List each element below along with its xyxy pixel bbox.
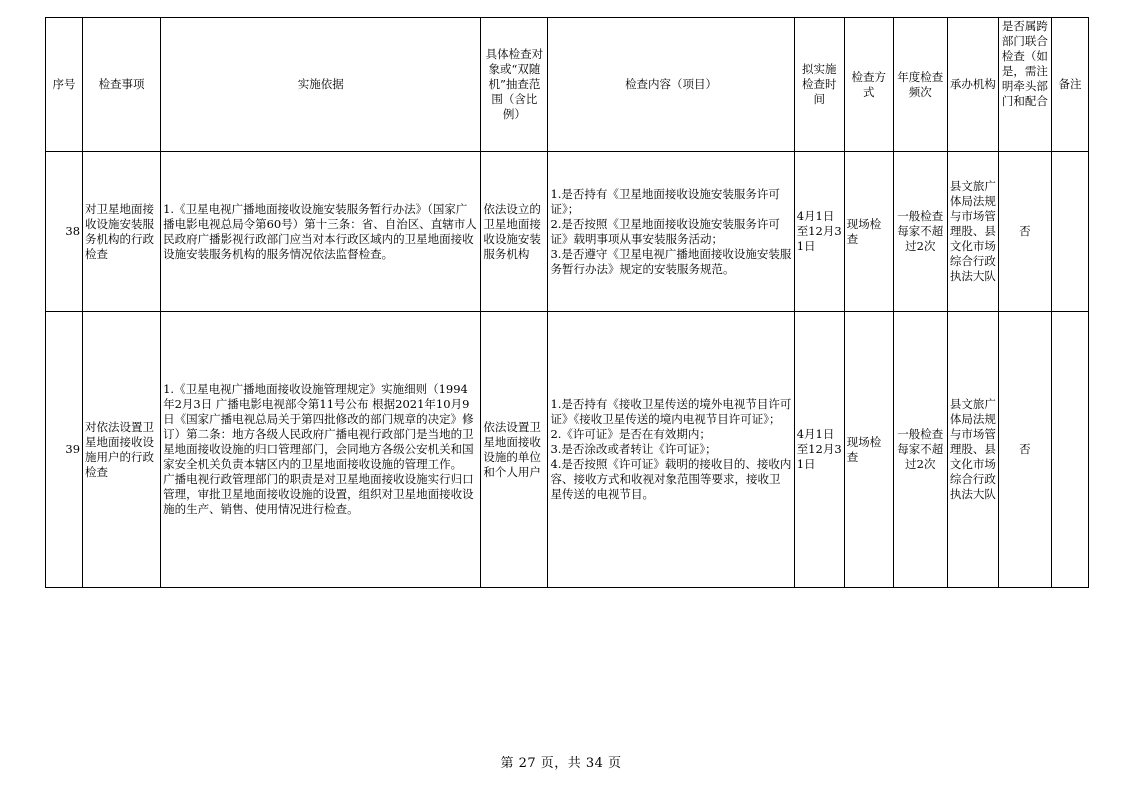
row-method: 现场检查 — [844, 312, 893, 588]
row-time: 4月1日至12月31日 — [794, 152, 844, 312]
row-joint: 否 — [998, 312, 1051, 588]
row-basis: 1.《卫星电视广播地面接收设施管理规定》实施细则（1994年2月3日 广播电影电视部令第11号公布 根据2021年10月9日《国家广播电视总局关于第四批修改的部门规章的决定》修订）第二条：地方各级人民政府广播电视行政部门是当地的卫星地面接收设施的归口管理部门，会同地方各级公安机关和国家安全机关负责本辖区内的卫星地面接收设施的管理工作。 广播电视行政管理部门的职责是对卫星地面接收设施实行归口管理，审批卫星地面接收设施的设置，组织对卫星地面接收设施的生产、销售、使用情况进行检查。 — [161, 312, 481, 588]
row-frequency: 一般检查每家不超过2次 — [893, 152, 947, 312]
row-content: 1.是否持有《接收卫星传送的境外电视节目许可证》《接收卫星传送的境内电视节目许可证》； 2.《许可证》是否在有效期内； 3.是否涂改或者转让《许可证》； 4.是否按照《许可证》载明的接收目的、接收内容、接收方式和收视对象范围等要求，接收卫星传送的电视节目。 — [548, 312, 794, 588]
row-joint: 否 — [998, 152, 1051, 312]
header-time: 拟实施检查时间 — [794, 18, 844, 152]
row-method: 现场检查 — [844, 152, 893, 312]
header-method: 检查方式 — [844, 18, 893, 152]
table-row — [46, 152, 1089, 312]
header-row — [46, 18, 1089, 152]
header-remark: 备注 — [1051, 18, 1088, 152]
header-agency: 承办机构 — [947, 18, 998, 152]
inspection-table — [45, 17, 1089, 588]
row-agency: 县文旅广体局法规与市场管理股、县文化市场综合行政执法大队 — [947, 152, 998, 312]
row-frequency: 一般检查每家不超过2次 — [893, 312, 947, 588]
page-number: 第 27 页，共 34 页 — [500, 756, 622, 771]
header-basis: 实施依据 — [161, 18, 481, 152]
row-item: 对卫星地面接收设施安装服务机构的行政检查 — [83, 152, 161, 312]
header-target: 具体检查对象或“双随机”抽查范围（含比例） — [481, 18, 548, 152]
row-remark — [1051, 152, 1088, 312]
row-number: 38 — [46, 152, 83, 312]
header-joint: 是否属跨部门联合检查（如是，需注明牵头部门和配合 — [998, 18, 1051, 152]
row-target: 依法设立的卫星地面接收设施安装服务机构 — [481, 152, 548, 312]
row-agency: 县文旅广体局法规与市场管理股、县文化市场综合行政执法大队 — [947, 312, 998, 588]
header-seq: 序号 — [46, 18, 83, 152]
header-content: 检查内容（项目） — [548, 18, 794, 152]
row-number: 39 — [46, 312, 83, 588]
row-remark — [1051, 312, 1088, 588]
row-basis: 1.《卫星电视广播地面接收设施安装服务暂行办法》（国家广播电影电视总局令第60号）第十三条：省、自治区、直辖市人民政府广播影视行政部门应当对本行政区域内的卫星地面接收设施安装服务机构的服务情况依法监督检查。 — [161, 152, 481, 312]
row-target: 依法设置卫星地面接收设施的单位和个人用户 — [481, 312, 548, 588]
header-item: 检查事项 — [83, 18, 161, 152]
header-frequency: 年度检查频次 — [893, 18, 947, 152]
row-item: 对依法设置卫星地面接收设施用户的行政检查 — [83, 312, 161, 588]
table-row — [46, 312, 1089, 588]
row-content: 1.是否持有《卫星地面接收设施安装服务许可证》； 2.是否按照《卫星地面接收设施安装服务许可证》载明事项从事安装服务活动； 3.是否遵守《卫星电视广播地面接收设施安装服务暂行办法》规定的安装服务规范。 — [548, 152, 794, 312]
row-time: 4月1日至12月31日 — [794, 312, 844, 588]
